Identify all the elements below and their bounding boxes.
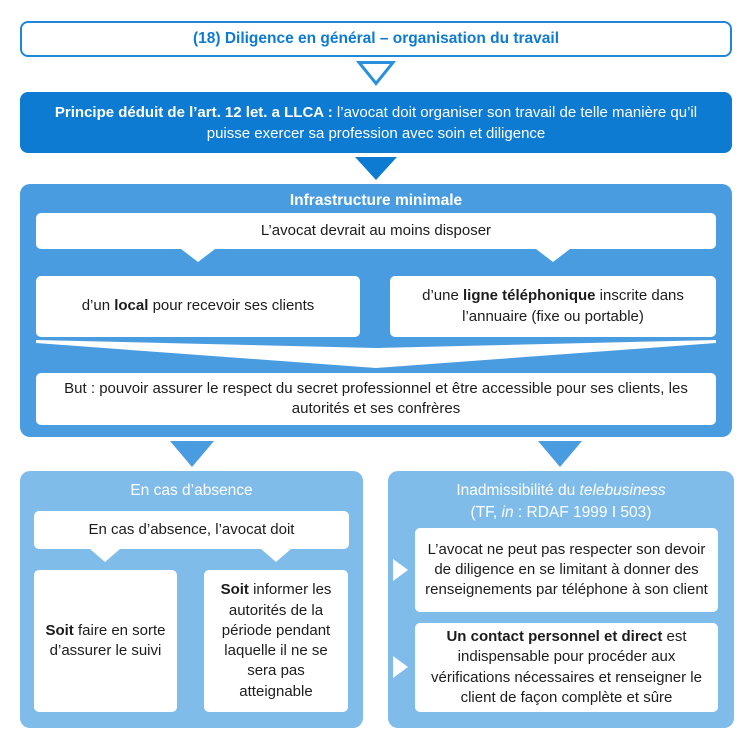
diagram-title-box — [20, 21, 732, 57]
telebusiness-title-pre: Inadmissibilité du — [456, 482, 580, 499]
goal-box — [36, 373, 716, 425]
telebusiness-title — [388, 480, 734, 523]
goal-text: But : pouvoir assurer le respect du secret professionnel et être accessible pour ses clients, les autorités et ses confrères — [64, 379, 688, 417]
converging-arrows-icon — [36, 340, 716, 368]
principle-rest: l’avocat doit organiser son travail de telle manière qu’il puisse exercer sa profession avec soin et diligence — [206, 103, 698, 142]
connector-tail-left — [90, 549, 120, 562]
requirement-local-box — [36, 276, 360, 337]
infrastructure-intro-text: L’avocat devrait au moins disposer — [260, 221, 492, 239]
telebusiness-point1-text: L’avocat ne peut pas respecter son devoir de diligence en se limitant à donner des renseignements par téléphone à son client — [425, 540, 708, 599]
infrastructure-section — [20, 184, 732, 437]
diagram-title: (18) Diligence en général – organisation du travail — [192, 30, 560, 47]
absence-title: En cas d’absence — [130, 482, 253, 499]
absence-section — [20, 471, 363, 728]
telebusiness-point2-bold: Un contact personnel et direct — [446, 628, 663, 645]
connector-tail-right — [536, 249, 570, 262]
pointer-right-icon — [393, 559, 408, 581]
absence-option2-box — [204, 570, 348, 712]
absence-option2-text — [210, 580, 342, 702]
pointer-right-icon — [393, 656, 408, 678]
principle-box — [20, 92, 732, 153]
arrow-down-left-icon — [170, 441, 214, 467]
requirement-phone-post: inscrite dans l’annuaire (fixe ou portable) — [462, 287, 684, 325]
telebusiness-title-italic: telebusiness — [579, 482, 666, 499]
telebusiness-subtitle-pre: (TF, — [470, 503, 502, 521]
telebusiness-point2-text — [421, 627, 712, 708]
arrow-down-icon — [355, 157, 397, 180]
absence-option1-text — [40, 621, 171, 662]
requirement-phone-text — [404, 286, 702, 327]
infrastructure-intro-box — [36, 213, 716, 249]
absence-option1-box — [34, 570, 177, 712]
telebusiness-point1-box — [415, 528, 718, 612]
absence-intro-box — [34, 511, 349, 549]
principle-text-block — [50, 102, 702, 144]
connector-tail-left — [181, 249, 215, 262]
requirement-local-bold: local — [114, 297, 149, 315]
absence-intro-text: En cas d’absence, l’avocat doit — [88, 520, 295, 538]
principle-lead: Principe déduit de l’art. 12 let. a LLCA : — [54, 103, 333, 121]
arrow-down-outline-icon — [356, 60, 396, 86]
absence-option1-bold: Soit — [45, 621, 74, 639]
requirement-phone-box — [390, 276, 716, 337]
telebusiness-point2-rest: est indispensable pour procéder aux vérifications nécessaires et renseigner le client de façon complète et sûre — [431, 628, 702, 706]
infrastructure-title: Infrastructure minimale — [289, 192, 463, 209]
absence-option2-rest: informer les autorités de la période pendant laquelle il ne se sera pas atteignable — [221, 581, 332, 700]
absence-option2-bold: Soit — [220, 581, 249, 599]
telebusiness-subtitle-italic: in — [501, 503, 514, 521]
requirement-phone-pre: d’une — [422, 287, 463, 305]
absence-option1-rest: faire en sorte d’assurer le suivi — [49, 621, 166, 659]
requirement-local-pre: d’un — [81, 297, 115, 315]
connector-tail-right — [261, 549, 291, 562]
requirement-local-text — [82, 296, 315, 316]
telebusiness-section — [388, 471, 734, 728]
requirement-local-post: pour recevoir ses clients — [148, 297, 315, 315]
arrow-down-right-icon — [538, 441, 582, 467]
telebusiness-point2-box — [415, 623, 718, 712]
requirement-phone-bold: ligne téléphonique — [462, 287, 596, 305]
telebusiness-subtitle-post: : RDAF 1999 I 503) — [513, 503, 652, 521]
